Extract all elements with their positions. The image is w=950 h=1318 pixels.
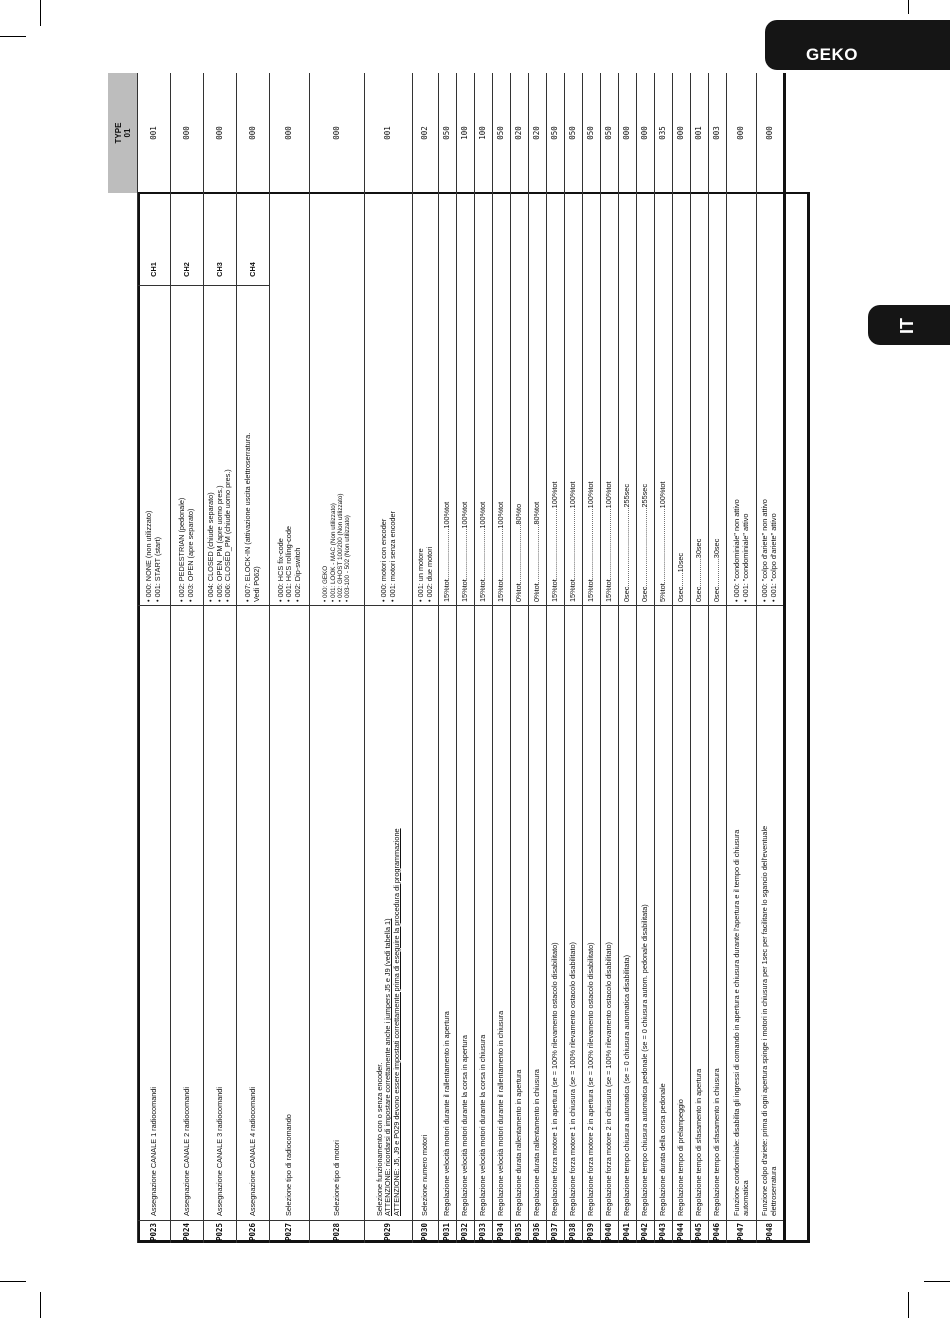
spacer-cell	[727, 193, 756, 254]
value-line: • 000: "condominiale" non attivo	[731, 499, 741, 602]
description-line: Assegnazione CANALE 1 radiocomandi	[148, 1087, 158, 1216]
parameter-code: P029	[383, 1222, 393, 1242]
parameter-description	[691, 606, 708, 1221]
parameter-description	[457, 606, 474, 1221]
brand-tab	[765, 20, 950, 70]
table-row	[564, 73, 582, 1243]
parameter-code: P041	[622, 1222, 632, 1242]
value-line: • 001: un motore	[415, 548, 425, 602]
value-line: 15%tot.........................100%tot	[460, 501, 470, 602]
spacer-cell	[619, 193, 636, 254]
channel-label	[655, 254, 672, 286]
parameter-code: P034	[496, 1222, 506, 1242]
channel-label	[457, 254, 474, 286]
channel-label	[270, 254, 309, 286]
description-line: Funzione colpo d'ariete: prima di ogni apertura spinge i motori in chiusura per 1sec per facilitare lo sgancio dell'eventuale	[760, 825, 770, 1216]
value-line: • 005: OPEN_PM (apre uomo pres.)	[214, 485, 224, 602]
table-row	[546, 73, 564, 1243]
parameter-values	[270, 286, 309, 606]
parameter-values	[493, 286, 510, 606]
table-row	[170, 73, 203, 1243]
type-default-value: 000	[181, 126, 191, 140]
parameter-values	[529, 286, 546, 606]
value-line: 15%tot...................................100%tot	[550, 481, 560, 602]
channel-label	[511, 254, 528, 286]
parameter-values	[138, 286, 170, 606]
parameter-description	[727, 606, 756, 1221]
parameter-description	[529, 606, 546, 1221]
crop-mark	[924, 1281, 950, 1282]
parameter-description	[655, 606, 672, 1221]
value-line: • 003-100 - 502 (Non utilizzato)	[344, 515, 352, 602]
parameter-values	[565, 286, 582, 606]
channel-label	[757, 254, 783, 286]
type-default-value: 100	[478, 126, 488, 140]
table-row	[756, 73, 786, 1243]
parameter-description	[270, 606, 309, 1221]
value-line: 15%tot.........................100%tot	[496, 501, 506, 602]
table-header	[108, 73, 137, 1243]
description-line: Regolazione tempo di prelampeggio	[676, 1099, 686, 1216]
spacer-cell	[601, 193, 618, 254]
value-line: • 000: NONE (non utilizzato)	[144, 510, 154, 602]
description-line: Regolazione tempo di sfasamento in apertura	[694, 1068, 704, 1216]
description-line: Regolazione tempo chiusura automatica (se = 0 chiusura automatica disabilitata)	[622, 954, 632, 1216]
channel-label	[619, 254, 636, 286]
parameter-code: P042	[640, 1222, 650, 1242]
table-row	[510, 73, 528, 1243]
type-default-value: 050	[496, 126, 506, 140]
parameter-code: P039	[586, 1222, 596, 1242]
value-line: • 002: due motori	[424, 546, 434, 602]
channel-label	[475, 254, 492, 286]
type-default-value: 000	[214, 126, 224, 140]
table-row	[492, 73, 510, 1243]
parameter-code: P038	[568, 1222, 578, 1242]
table-row	[708, 73, 726, 1243]
description-line: Assegnazione CANALE 3 radiocomandi	[214, 1087, 224, 1216]
value-line: • 000: "colpo d'ariete" non attivo	[760, 499, 770, 602]
value-line: • 003: OPEN (apre separato)	[186, 508, 195, 602]
parameter-code: P036	[532, 1222, 542, 1242]
spacer-cell	[413, 193, 438, 254]
value-line: 5%tot.....................................100%tot	[658, 481, 668, 602]
type-default-value: 020	[532, 126, 542, 140]
type-header-title: TYPE	[113, 122, 123, 144]
parameter-code: P044	[676, 1222, 686, 1242]
spacer-cell	[310, 193, 364, 254]
parameter-description	[138, 606, 170, 1221]
description-line: automatica	[740, 1180, 750, 1216]
channel-label: CH1	[138, 254, 170, 286]
parameter-code: P033	[478, 1222, 488, 1242]
type-default-value: 001	[148, 126, 158, 140]
spacer-cell	[237, 193, 269, 254]
table-row	[654, 73, 672, 1243]
spacer-cell	[457, 193, 474, 254]
channel-label	[439, 254, 456, 286]
channel-label	[310, 254, 364, 286]
parameter-values	[547, 286, 564, 606]
value-line: • 007: ELOCK-IN (attivazione uscita elettroserratura.	[243, 432, 253, 602]
type-default-value: 000	[331, 126, 341, 140]
value-line: • 000: GEKO	[322, 565, 330, 602]
type-default-value: 050	[442, 126, 452, 140]
parameter-code: P037	[550, 1222, 560, 1242]
parameter-code: P040	[604, 1222, 614, 1242]
language-label: IT	[896, 318, 917, 334]
spacer-cell	[757, 193, 783, 254]
channel-label	[547, 254, 564, 286]
spacer-cell	[547, 193, 564, 254]
parameter-values	[655, 286, 672, 606]
type-default-value: 003	[712, 126, 722, 140]
type-default-value: 000	[736, 126, 746, 140]
value-line: 0sec.......................................255sec	[640, 483, 650, 602]
type-default-value: 050	[568, 126, 578, 140]
description-line: Selezione tipo di motori	[331, 1140, 341, 1216]
parameter-description	[565, 606, 582, 1221]
parameter-description	[310, 606, 364, 1221]
table-row	[137, 73, 170, 1243]
parameter-code: P043	[658, 1222, 668, 1242]
parameter-code: P045	[694, 1222, 704, 1242]
spacer-cell	[171, 193, 203, 254]
table-row	[456, 73, 474, 1243]
table-row	[412, 73, 438, 1243]
spacer-cell	[529, 193, 546, 254]
parameter-description	[601, 606, 618, 1221]
value-line: 0sec..............30sec	[712, 538, 722, 602]
spacer-cell	[138, 193, 170, 254]
value-line: • 002: Dip-switch	[292, 547, 302, 602]
parameter-code: P030	[420, 1222, 430, 1242]
table-row	[474, 73, 492, 1243]
value-line: 15%tot.........................100%tot	[442, 501, 452, 602]
table-row	[203, 73, 236, 1243]
description-line: Regolazione tempo chiusura automatica pedonale (se = 0 chiusura autom. pedonale disabilitata)	[640, 904, 650, 1216]
parameter-values	[439, 286, 456, 606]
crop-mark	[40, 1292, 41, 1318]
spacer-cell	[709, 193, 726, 254]
value-line: • 001: HCS rolling-code	[284, 526, 294, 602]
table-row	[528, 73, 546, 1243]
channel-label: CH4	[237, 254, 269, 286]
value-line: 15%tot...................................100%tot	[586, 481, 596, 602]
channel-label	[709, 254, 726, 286]
table-row	[726, 73, 756, 1243]
language-tab	[868, 305, 950, 345]
parameter-values	[673, 286, 690, 606]
spacer-cell	[673, 193, 690, 254]
parameter-description	[171, 606, 203, 1221]
value-line: 0sec.......................................255sec	[622, 483, 632, 602]
parameter-values	[457, 286, 474, 606]
parameter-values	[310, 286, 364, 606]
channel-label	[365, 254, 412, 286]
parameter-values	[365, 286, 412, 606]
description-line: Funzione condominiale: disabilita gli ingressi di comando in apertura e chiusura durante l'apertura e il tempo di chiusura	[731, 829, 741, 1216]
type-default-value: 100	[460, 126, 470, 140]
parameter-code: P046	[712, 1222, 722, 1242]
table-row	[236, 73, 269, 1243]
parameter-description	[619, 606, 636, 1221]
spacer-cell	[511, 193, 528, 254]
value-line: 15%tot...................................100%tot	[604, 481, 614, 602]
parameter-values	[727, 286, 756, 606]
parameter-description	[475, 606, 492, 1221]
description-line: Selezione tipo di radiocomando	[284, 1114, 294, 1216]
table-row	[364, 73, 412, 1243]
value-line: • 006: CLOSED_PM (chiude uomo pres.)	[223, 469, 233, 602]
crop-mark	[40, 0, 41, 26]
type-column-header	[108, 73, 137, 193]
table-row	[600, 73, 618, 1243]
parameter-values	[691, 286, 708, 606]
parameter-values	[757, 286, 783, 606]
parameter-table-frame	[108, 73, 810, 1243]
parameter-values	[171, 286, 203, 606]
description-line: Regolazione durata della corsa pedonale	[658, 1083, 668, 1216]
parameter-description	[583, 606, 600, 1221]
channel-label	[601, 254, 618, 286]
spacer-cell	[439, 193, 456, 254]
parameter-description	[413, 606, 438, 1221]
parameter-code: P026	[247, 1222, 257, 1242]
parameter-code: P032	[460, 1222, 470, 1242]
type-default-value: 000	[247, 126, 257, 140]
channel-label	[637, 254, 654, 286]
parameter-values	[204, 286, 236, 606]
value-line: • 001: START (start)	[153, 536, 162, 602]
crop-mark	[908, 1292, 909, 1318]
channel-label	[691, 254, 708, 286]
parameter-values	[237, 286, 269, 606]
type-default-value: 001	[694, 126, 704, 140]
description-line: ATTENZIONE: ricordarsi di impostare correttamente anche i jumpers J5 e J9 (vedi tabella 1)	[383, 918, 393, 1216]
table-row	[618, 73, 636, 1243]
parameter-values	[709, 286, 726, 606]
parameter-code: P023	[148, 1222, 158, 1242]
value-line: • 001: "condominiale" attivo	[740, 513, 750, 602]
spacer-cell	[204, 193, 236, 254]
spacer-cell	[637, 193, 654, 254]
type-default-value: 000	[640, 126, 650, 140]
value-line: 0%tot.............................80%to	[514, 503, 524, 602]
parameter-code: P047	[736, 1222, 746, 1242]
parameter-code: P028	[331, 1222, 341, 1242]
spacer-cell	[655, 193, 672, 254]
value-line: • 001: "colpo d'ariete" attivo	[769, 513, 778, 602]
value-line: 15%tot...................................100%tot	[568, 481, 578, 602]
description-line: Selezione funzionamento con o senza encoder.	[374, 1062, 384, 1216]
table-row	[438, 73, 456, 1243]
description-line: Regolazione durata rallentamento in apertura	[514, 1069, 524, 1216]
table-row	[636, 73, 654, 1243]
value-line: • 000: HCS fix-code	[275, 538, 285, 602]
spacer-cell	[365, 193, 412, 254]
table-row	[672, 73, 690, 1243]
parameter-description	[637, 606, 654, 1221]
value-line: • 000: motori con encoder	[378, 518, 388, 602]
crop-mark	[908, 0, 909, 14]
parameter-code: P025	[214, 1222, 224, 1242]
parameter-code: P048	[764, 1222, 774, 1242]
channel-label	[583, 254, 600, 286]
type-default-value: 000	[676, 126, 686, 140]
type-default-value: 050	[604, 126, 614, 140]
parameter-description	[237, 606, 269, 1221]
channel-label: CH3	[204, 254, 236, 286]
type-default-value: 000	[764, 126, 774, 140]
value-line: • 002: PEDESTRIAN (pedonale)	[177, 497, 187, 602]
channel-label: CH2	[171, 254, 203, 286]
description-line: Regolazione velocità motori durante la corsa in chiusura	[478, 1034, 488, 1216]
parameter-values	[619, 286, 636, 606]
parameter-description	[511, 606, 528, 1221]
type-default-value: 000	[622, 126, 632, 140]
description-line: ATTENZIONE: J5, J9 e P029 devono essere impostati correttamente prima di eseguire la procedura di programmazione	[391, 828, 401, 1216]
type-default-value: 002	[420, 126, 430, 140]
value-line: • 001: motori senza encoder	[387, 511, 397, 602]
parameter-values	[413, 286, 438, 606]
channel-label	[565, 254, 582, 286]
description-line: Regolazione tempo di sfasamento in chiusura	[712, 1068, 722, 1216]
value-line: • 002: GHOST 100/200 (Non utilizzato)	[337, 493, 344, 602]
table-row	[269, 73, 309, 1243]
type-default-value: 001	[383, 126, 393, 140]
parameter-description	[204, 606, 236, 1221]
value-line: • 004: CLOSED (chiude separato)	[206, 492, 216, 602]
description-line: Assegnazione CANALE 2 radiocomandi	[181, 1087, 191, 1216]
table-row	[690, 73, 708, 1243]
parameter-values	[583, 286, 600, 606]
parameter-description	[709, 606, 726, 1221]
value-line: 15%tot.........................100%tot	[478, 501, 488, 602]
parameter-description	[673, 606, 690, 1221]
parameter-table	[108, 73, 810, 1243]
description-line: Assegnazione CANALE 4 radiocomandi	[247, 1087, 257, 1216]
crop-mark	[0, 36, 26, 37]
value-line: 0sec.......10sec	[676, 552, 686, 602]
type-default-value: 050	[586, 126, 596, 140]
description-line: Regolazione velocità motori durante il rallentamento in apertura	[442, 1011, 452, 1216]
parameter-code: P031	[442, 1222, 452, 1242]
type-default-value: 020	[514, 126, 524, 140]
description-line: Regolazione durata rallentamento in chiusura	[532, 1069, 542, 1216]
table-row	[309, 73, 364, 1243]
value-line: • 001: LOOK - MAC (Non utilizzato)	[329, 503, 337, 602]
value-line: 0sec..............30sec	[694, 538, 704, 602]
spacer-cell	[270, 193, 309, 254]
parameter-description	[757, 606, 783, 1221]
parameter-description	[493, 606, 510, 1221]
description-line: Regolazione forza motore 1 in apertura (se = 100% rilevamento ostacolo disabilitato)	[550, 942, 560, 1216]
description-line: Regolazione forza motore 2 in chiusura (se = 100% rilevamento ostacolo disabilitato)	[604, 942, 614, 1216]
parameter-code: P027	[284, 1222, 294, 1242]
channel-label	[727, 254, 756, 286]
parameter-values	[475, 286, 492, 606]
spacer-cell	[565, 193, 582, 254]
parameter-values	[637, 286, 654, 606]
spacer-cell	[691, 193, 708, 254]
type-default-value: 050	[550, 126, 560, 140]
crop-mark	[0, 1281, 26, 1282]
value-line: Vedi P062)	[252, 566, 261, 602]
description-line: Regolazione velocità motori durante la corsa in apertura	[460, 1035, 470, 1216]
type-default-value: 035	[658, 126, 668, 140]
channel-label	[529, 254, 546, 286]
parameter-values	[511, 286, 528, 606]
type-header-value: 01	[122, 128, 132, 138]
parameter-code: P024	[181, 1222, 191, 1242]
description-line: Regolazione forza motore 2 in apertura (se = 100% rilevamento ostacolo disabilitato)	[586, 942, 596, 1216]
description-line: Selezione numero motori	[420, 1134, 430, 1216]
value-line: 0%tot.............................80%tot	[532, 501, 542, 602]
channel-label	[493, 254, 510, 286]
brand-label: GEKO	[805, 45, 858, 64]
table-row	[582, 73, 600, 1243]
parameter-description	[439, 606, 456, 1221]
parameter-description	[365, 606, 412, 1221]
spacer-cell	[493, 193, 510, 254]
description-line: elettroserratura	[769, 1166, 778, 1216]
spacer-cell	[475, 193, 492, 254]
parameter-description	[547, 606, 564, 1221]
description-line: Regolazione forza motore 1 in chiusura (se = 100% rilevamento ostacolo disabilitato)	[568, 942, 578, 1216]
channel-label	[413, 254, 438, 286]
parameter-values	[601, 286, 618, 606]
channel-label	[673, 254, 690, 286]
description-line: Regolazione velocità motori durante il rallentamento in chiusura	[496, 1010, 506, 1216]
type-default-value: 000	[284, 126, 294, 140]
parameter-code: P035	[514, 1222, 524, 1242]
spacer-cell	[583, 193, 600, 254]
